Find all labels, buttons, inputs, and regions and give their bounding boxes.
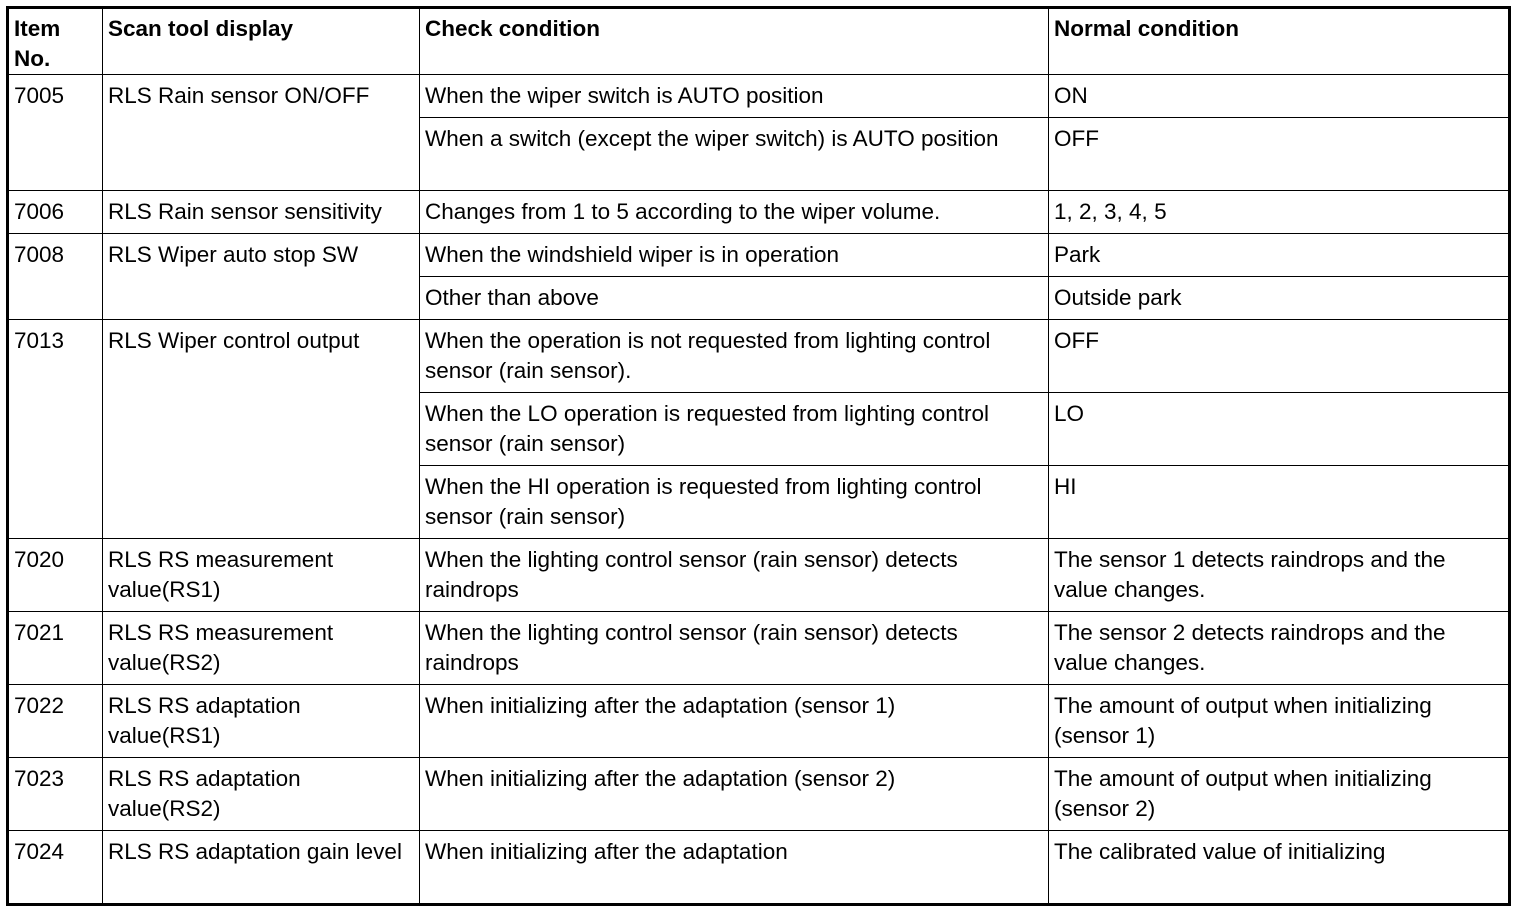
check-condition-cell: When a switch (except the wiper switch) is AUTO position: [420, 118, 1049, 191]
check-condition-cell: When the windshield wiper is in operation: [420, 234, 1049, 277]
item-number-cell: 7021: [8, 612, 103, 685]
normal-condition-cell: OFF: [1049, 118, 1510, 191]
header-item-no: Item No.: [8, 8, 103, 75]
normal-condition-cell: LO: [1049, 393, 1510, 466]
normal-condition-cell: Outside park: [1049, 277, 1510, 320]
item-number-cell: 7023: [8, 758, 103, 831]
scan-tool-display-cell: RLS Rain sensor ON/OFF: [103, 75, 420, 191]
scan-tool-display-cell: RLS Wiper control output: [103, 320, 420, 539]
check-condition-cell: When the LO operation is requested from lighting control sensor (rain sensor): [420, 393, 1049, 466]
scan-tool-data-table: [6, 6, 1511, 906]
normal-condition-cell: The calibrated value of initializing: [1049, 831, 1510, 905]
table-row: [8, 539, 1510, 612]
table-row: [8, 758, 1510, 831]
check-condition-cell: When the operation is not requested from lighting control sensor (rain sensor).: [420, 320, 1049, 393]
scan-tool-display-cell: RLS RS measurement value(RS2): [103, 612, 420, 685]
check-condition-cell: When initializing after the adaptation: [420, 831, 1049, 905]
table-row: [8, 320, 1510, 393]
header-check-condition: Check condition: [420, 8, 1049, 75]
scan-tool-display-cell: RLS Rain sensor sensitivity: [103, 191, 420, 234]
scan-tool-display-cell: RLS RS adaptation value(RS1): [103, 685, 420, 758]
normal-condition-cell: The amount of output when initializing (sensor 1): [1049, 685, 1510, 758]
item-number-cell: 7024: [8, 831, 103, 905]
check-condition-cell: When the HI operation is requested from lighting control sensor (rain sensor): [420, 466, 1049, 539]
normal-condition-cell: The sensor 1 detects raindrops and the value changes.: [1049, 539, 1510, 612]
normal-condition-cell: 1, 2, 3, 4, 5: [1049, 191, 1510, 234]
check-condition-cell: When the lighting control sensor (rain sensor) detects raindrops: [420, 539, 1049, 612]
scan-tool-display-cell: RLS RS measurement value(RS1): [103, 539, 420, 612]
table-row: [8, 685, 1510, 758]
scan-tool-display-cell: RLS Wiper auto stop SW: [103, 234, 420, 320]
check-condition-cell: When initializing after the adaptation (sensor 2): [420, 758, 1049, 831]
check-condition-cell: Other than above: [420, 277, 1049, 320]
normal-condition-cell: The sensor 2 detects raindrops and the value changes.: [1049, 612, 1510, 685]
check-condition-cell: When initializing after the adaptation (sensor 1): [420, 685, 1049, 758]
header-normal-condition: Normal condition: [1049, 8, 1510, 75]
header-row: [8, 8, 1510, 75]
normal-condition-cell: The amount of output when initializing (sensor 2): [1049, 758, 1510, 831]
check-condition-cell: When the lighting control sensor (rain sensor) detects raindrops: [420, 612, 1049, 685]
item-number-cell: 7006: [8, 191, 103, 234]
item-number-cell: 7005: [8, 75, 103, 191]
table-row: [8, 612, 1510, 685]
check-condition-cell: Changes from 1 to 5 according to the wiper volume.: [420, 191, 1049, 234]
normal-condition-cell: OFF: [1049, 320, 1510, 393]
item-number-cell: 7013: [8, 320, 103, 539]
scan-tool-display-cell: RLS RS adaptation gain level: [103, 831, 420, 905]
item-number-cell: 7008: [8, 234, 103, 320]
table-row: [8, 75, 1510, 118]
table-row: [8, 191, 1510, 234]
header-scan-tool-display: Scan tool display: [103, 8, 420, 75]
scan-tool-display-cell: RLS RS adaptation value(RS2): [103, 758, 420, 831]
normal-condition-cell: ON: [1049, 75, 1510, 118]
normal-condition-cell: Park: [1049, 234, 1510, 277]
table-row: [8, 831, 1510, 905]
check-condition-cell: When the wiper switch is AUTO position: [420, 75, 1049, 118]
item-number-cell: 7022: [8, 685, 103, 758]
item-number-cell: 7020: [8, 539, 103, 612]
normal-condition-cell: HI: [1049, 466, 1510, 539]
table-row: [8, 234, 1510, 277]
